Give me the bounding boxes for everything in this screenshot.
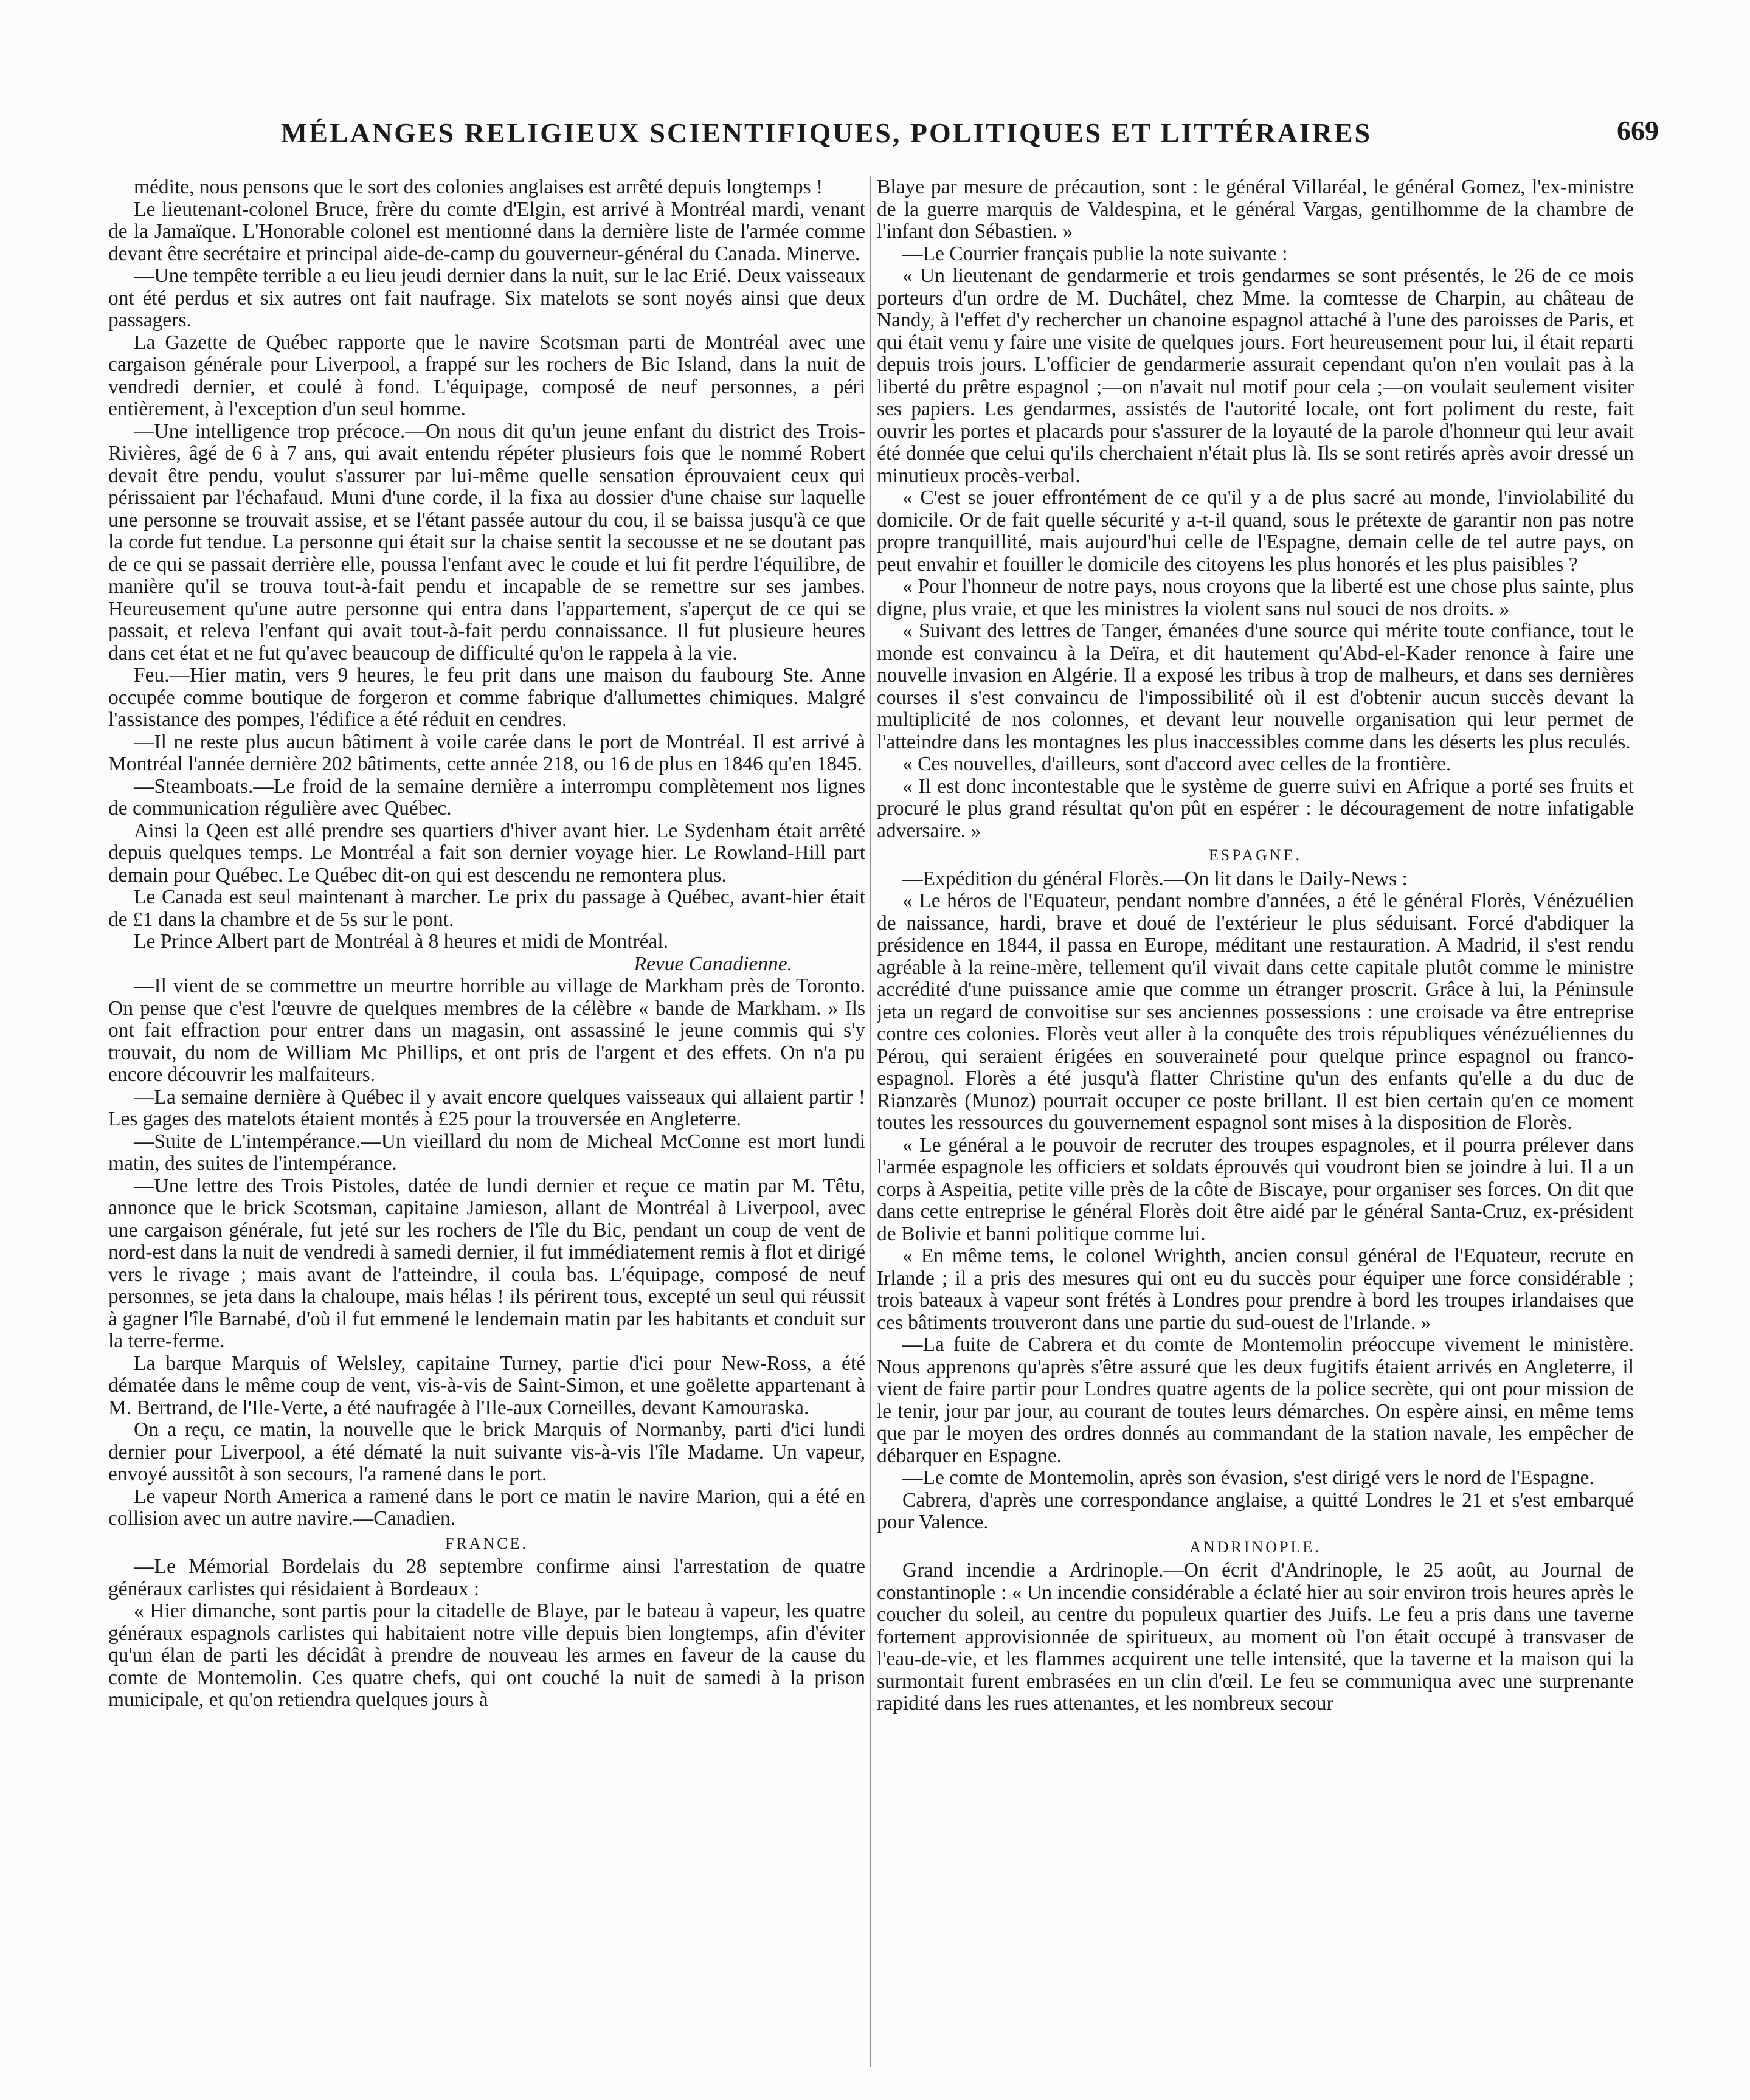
article-paragraph: La Gazette de Québec rapporte que le navire Scotsman parti de Montréal avec une cargaison générale pour Liverpool, a frappé sur les rochers de Bic Island, dans la nuit de vendredi dernier, et coulé à fond. L'équipage, composé de neuf personnes, a péri entièrement, à l'exception d'un seul homme.	[108, 331, 865, 420]
article-paragraph: Le Canada est seul maintenant à marcher. Le prix du passage à Québec, avant-hier était de £1 dans la chambre et de 5s sur le pont.	[108, 886, 865, 931]
article-paragraph: « Le général a le pouvoir de recruter des troupes espagnoles, et il pourra prélever dans l'armée espagnole les officiers et soldats éprouvés qui voudront bien se joindre à lui. Il a un corps à Aspeitia, petite ville près de la côte de Biscaye, pour organiser ses forces. On dit que dans cette entreprise le général Florès doit être aidé par le général Santa-Cruz, ex-président de Bolivie et banni politique comme lui.	[877, 1133, 1634, 1245]
article-paragraph: —Il vient de se commettre un meurtre horrible au village de Markham près de Toronto. On pense que c'est l'œuvre de quelques membres de la célèbre « bande de Markham. » Ils ont fait effraction pour entrer dans un magasin, ont assassiné le jeune commis qui s'y trouvait, du nom de William Mc Phillips, et ont pris de l'argent et des effets. On n'a pu encore découvrir les malfaiteurs.	[108, 975, 865, 1086]
article-paragraph: Le lieutenant-colonel Bruce, frère du comte d'Elgin, est arrivé à Montréal mardi, venant de la Jamaïque. L'Honorable colonel est mentionné dans la dernière liste de l'armée comme devant être secrétaire et principal aide-de-camp du gouverneur-général du Canada. Minerve.	[108, 198, 865, 265]
article-paragraph: —Expédition du général Florès.—On lit dans le Daily-News :	[902, 867, 1408, 890]
section-heading: ANDRINOPLE.	[1189, 1538, 1321, 1556]
article-paragraph: —La fuite de Cabrera et du comte de Montemolin préoccupe vivement le ministère. Nous apprenons qu'après s'être assuré que les deux fugitifs étaient arrivés en Angleterre, il vient de faire partir pour Londres quatre agents de la police secrète, qui ont pour mission de le tenir, jour par jour, au courant de toutes leurs démarches. On espère ainsi, en même tems que par le moyen des ordres donnés au commandant de la station navale, les empêcher de débarquer en Espagne.	[877, 1333, 1634, 1467]
section-heading: FRANCE.	[444, 1534, 529, 1552]
article-paragraph: —La semaine dernière à Québec il y avait encore quelques vaisseaux qui allaient partir ! Les gages des matelots étaient montés à £25 pour la trouversée en Angleterre.	[108, 1085, 865, 1130]
article-paragraph: —Le Mémorial Bordelais du 28 septembre confirme ainsi l'arrestation de quatre généraux carlistes qui résidaient à Bordeaux :	[108, 1555, 865, 1600]
right-column	[877, 176, 1634, 2073]
article-paragraph: « Pour l'honneur de notre pays, nous croyons que la liberté est une chose plus sainte, plus digne, plus vraie, et que les ministres la violent sans nul souci de nos droits. »	[877, 575, 1634, 620]
article-paragraph: —Il ne reste plus aucun bâtiment à voile carée dans le port de Montréal. Il est arrivé à Montréal l'année dernière 202 bâtiments, cette année 218, ou 16 de plus en 1846 qu'en 1845.	[108, 730, 865, 775]
article-paragraph: Feu.—Hier matin, vers 9 heures, le feu prit dans une maison du faubourg Ste. Anne occupée comme boutique de forgeron et comme fabrique d'allumettes chimiques. Malgré l'assistance des pompes, l'édifice a été réduit en cendres.	[108, 664, 865, 731]
article-paragraph: « C'est se jouer effrontément de ce qu'il y a de plus sacré au monde, l'inviolabilité du domicile. Or de fait quelle sécurité y a-t-il quand, sous le prétexte de garantir non pas notre propre tranquillité, mais aujourd'hui celle de l'Espagne, demain celle de tel autre pays, on peut envahir et fouiller le domicile des citoyens les plus honorés et les plus paisibles ?	[877, 486, 1634, 576]
article-paragraph: « En même tems, le colonel Wrighth, ancien consul général de l'Equateur, recrute en Irlande ; il a pris des mesures qui ont eu du succès pour équiper une force considérable ; trois bateaux à vapeur sont frétés à Londres pour prendre à bord les troupes irlandaises que ces bâtiments trouveront dans une partie du sud-ouest de l'Irlande. »	[877, 1245, 1634, 1334]
article-paragraph: Blaye par mesure de précaution, sont : le général Villaréal, le général Gomez, l'ex-ministre de la guerre marquis de Valdespina, et le général Vargas, gentilhomme de la chambre de l'infant don Sébastien. »	[877, 176, 1634, 243]
article-paragraph: Grand incendie a Ardrinople.—On écrit d'Andrinople, le 25 août, au Journal de constantinople : « Un incendie considérable a éclaté hier au soir environ trois heures après le coucher du soleil, au centre du populeux quartier des Juifs. Le feu a pris dans une taverne fortement approvisionnée de spiritueux, au moment où l'on était occupé à transvaser de l'eau-de-vie, et les flammes acquirent une telle intensité, que la taverne et la maison qui la surmontait furent embrasées en un clin d'œil. Le feu se communiqua avec une surprenante rapidité dans les rues attenantes, et les nombreux secour	[877, 1559, 1634, 1715]
source-signature: Revue Canadienne.	[634, 952, 792, 975]
running-title: MÉLANGES RELIGIEUX SCIENTIFIQUES, POLITIQUES ET LITTÉRAIRES	[280, 117, 1372, 148]
article-paragraph: —Une intelligence trop précoce.—On nous dit qu'un jeune enfant du district des Trois-Rivières, âgé de 6 à 7 ans, qui avait entendu répéter plusieurs fois que le nommé Robert devait être pendu, voulut s'assurer par lui-même quelle sensation éprouvaient ceux qui périssaient par l'échafaud. Muni d'une corde, il la fixa au dossier d'une chaise sur laquelle une personne se trouvait assise, et se l'étant passée autour du cou, il se baissa jusqu'à ce que la corde fut tendue. La personne qui était sur la chaise sentit la secousse et ne se doutant pas de ce qui se passait derrière elle, poussa l'enfant avec le coude et lui fit perdre l'équilibre, de manière qu'il se trouva tout-à-fait pendu et incapable de se remettre sur ses jambes. Heureusement qu'une autre personne qui entra dans l'appartement, s'aperçut de ce qui se passait, et releva l'enfant qui avait tout-à-fait perdu connaissance. Il fut plusieure heures dans cet état et ne fut qu'avec beaucoup de difficulté qu'on le rappela à la vie.	[108, 420, 865, 665]
article-paragraph: On a reçu, ce matin, la nouvelle que le brick Marquis of Normanby, parti d'ici lundi dernier pour Liverpool, a été dématé la nuit suivante vis-à-vis l'île Madame. Un vapeur, envoyé aussitôt à son secours, l'a ramené dans le port.	[108, 1418, 865, 1485]
column-divider	[870, 176, 871, 2067]
article-paragraph: « Suivant des lettres de Tanger, émanées d'une source qui mérite toute confiance, tout le monde est convaincu à la Deïra, et dit hautement qu'Abd-el-Kader renonce à faire une nouvelle invasion en Algérie. Il a exposé les tribus à trop de malheurs, et dans ses dernières courses il s'est convaincu de l'impossibilité où il est d'obtenir aucun succès devant la multiplicité de nos colonnes, et devant leur nouvelle organisation qui leur permet de l'atteindre dans les montagnes les plus inaccessibles comme dans les déserts les plus reculés.	[877, 620, 1634, 753]
article-paragraph: « Le héros de l'Equateur, pendant nombre d'années, a été le général Florès, Vénézuélien de naissance, hardi, brave et doué de l'extérieur le plus séduisant. Forcé d'abdiquer la présidence en 1844, il passa en Europe, méditant une restauration. A Madrid, il s'est rendu agréable à la reine-mère, tellement qu'il vivait dans cette capitale plutôt comme le ministre accrédité d'une puissance amie que comme un étranger proscrit. Grâce à lui, la Péninsule jeta un regard de convoitise sur ses anciennes possessions : une croisade va être entreprise contre ces colonies. Florès veut aller à la conquête des trois républiques vénézuéliennes du Pérou, qui seraient érigées en souveraineté pour quelque prince espagnol ou franco-espagnol. Florès a été jusqu'à flatter Christine qu'un des enfants qu'elle a du duc de Rianzarès (Munoz) pourrait occuper ce poste brillant. Il est bien certain qu'en ce moment toutes les ressources du gouvernement espagnol sont mises à la disposition de Florès.	[877, 889, 1634, 1134]
article-paragraph: médite, nous pensons que le sort des colonies anglaises est arrêté depuis longtemps !	[134, 176, 823, 198]
section-heading: ESPAGNE.	[1208, 846, 1302, 864]
article-paragraph: Le vapeur North America a ramené dans le port ce matin le navire Marion, qui a été en collision avec un autre navire.—Canadien.	[108, 1485, 865, 1530]
article-paragraph: Ainsi la Qeen est allé prendre ses quartiers d'hiver avant hier. Le Sydenham était arrêté depuis quelques temps. Le Montréal a fait son dernier voyage hier. Le Rowland-Hill part demain pour Québec. Le Québec dit-on qui est descendu ne remontera plus.	[108, 819, 865, 886]
page-number: 669	[1617, 115, 1659, 146]
article-paragraph: —Suite de L'intempérance.—Un vieillard du nom de Micheal McConne est mort lundi matin, des suites de l'intempérance.	[108, 1130, 865, 1175]
article-paragraph: Le Prince Albert part de Montréal à 8 heures et midi de Montréal.	[134, 930, 669, 953]
article-paragraph: —Une lettre des Trois Pistoles, datée de lundi dernier et reçue ce matin par M. Têtu, annonce que le brick Scotsman, capitaine Jamieson, allant de Montréal à Liverpool, avec une cargaison générale, fut jeté sur les rochers de l'île du Bic, pendant un coup de vent de nord-est dans la nuit de vendredi à samedi dernier, il fut immédiatement remis à flot et dirigé vers le rivage ; mais avant de l'atteindre, il coula bas. L'équipage, composé de neuf personnes, se jeta dans la chaloupe, mais hélas ! ils périrent tous, excepté un seul qui réussit à gagner l'île Barnabé, d'où il fut emmené le lendemain matin par les habitants et conduit sur la terre-ferme.	[108, 1174, 865, 1352]
article-paragraph: « Hier dimanche, sont partis pour la citadelle de Blaye, par le bateau à vapeur, les quatre généraux espagnols carlistes qui habitaient notre ville depuis bien longtemps, afin d'éviter qu'un élan de parti les décidât à prendre de nouveau les armes en faveur de la cause du comte de Montemolin. Ces quatre chefs, qui ont couché la nuit de samedi à la prison municipale, et qu'on retiendra quelques jours à	[108, 1600, 865, 1711]
article-paragraph: —Steamboats.—Le froid de la semaine dernière a interrompu complètement nos lignes de communication régulière avec Québec.	[108, 775, 865, 820]
article-paragraph: « Un lieutenant de gendarmerie et trois gendarmes se sont présentés, le 26 de ce mois porteurs d'un ordre de M. Duchâtel, chez Mme. la comtesse de Charpin, au château de Nandy, à l'effet d'y rechercher un chanoine espagnol attaché à l'une des paroisses de Paris, et qui était venu y faire une visite de quelques jours. Fort heureusement pour lui, il était reparti depuis trois jours. L'officier de gendarmerie assurait cependant qu'on n'en voulait pas à la liberté du prêtre espagnol ;—on n'avait nul motif pour cela ;—on voulait seulement visiter ses papiers. Les gendarmes, assistés de l'autorité locale, ont fort poliment du reste, fait ouvrir les portes et placards pour s'assurer de la loyauté de la parole d'honneur qui leur avait été donnée que celui qu'ils cherchaient n'était plus là. Ils se sont retirés après avoir dressé un minutieux procès-verbal.	[877, 264, 1634, 487]
left-column	[108, 176, 865, 2073]
article-paragraph: —Une tempête terrible a eu lieu jeudi dernier dans la nuit, sur le lac Erié. Deux vaisseaux ont été perdus et six autres ont fait naufrage. Six matelots se sont noyés ainsi que deux passagers.	[108, 264, 865, 331]
page-header	[91, 103, 1659, 158]
article-paragraph: —Le Courrier français publie la note suivante :	[902, 242, 1288, 265]
article-paragraph: Cabrera, d'après une correspondance anglaise, a quitté Londres le 21 et s'est embarqué pour Valence.	[877, 1488, 1634, 1533]
article-paragraph: —Le comte de Montemolin, après son évasion, s'est dirigé vers le nord de l'Espagne.	[902, 1466, 1594, 1489]
article-paragraph: La barque Marquis of Welsley, capitaine Turney, partie d'ici pour New-Ross, a été dématée dans le même coup de vent, vis-à-vis de Saint-Simon, et une goëlette appartenant à M. Bertrand, de l'Ile-Verte, a été naufragée à l'Ile-aux Corneilles, devant Kamouraska.	[108, 1352, 865, 1419]
article-paragraph: « Il est donc incontestable que le système de guerre suivi en Afrique a porté ses fruits et procuré le plus grand résultat qu'on pût en espérer : le découragement de notre infatigable adversaire. »	[877, 775, 1634, 842]
article-paragraph: « Ces nouvelles, d'ailleurs, sont d'accord avec celles de la frontière.	[902, 753, 1451, 775]
